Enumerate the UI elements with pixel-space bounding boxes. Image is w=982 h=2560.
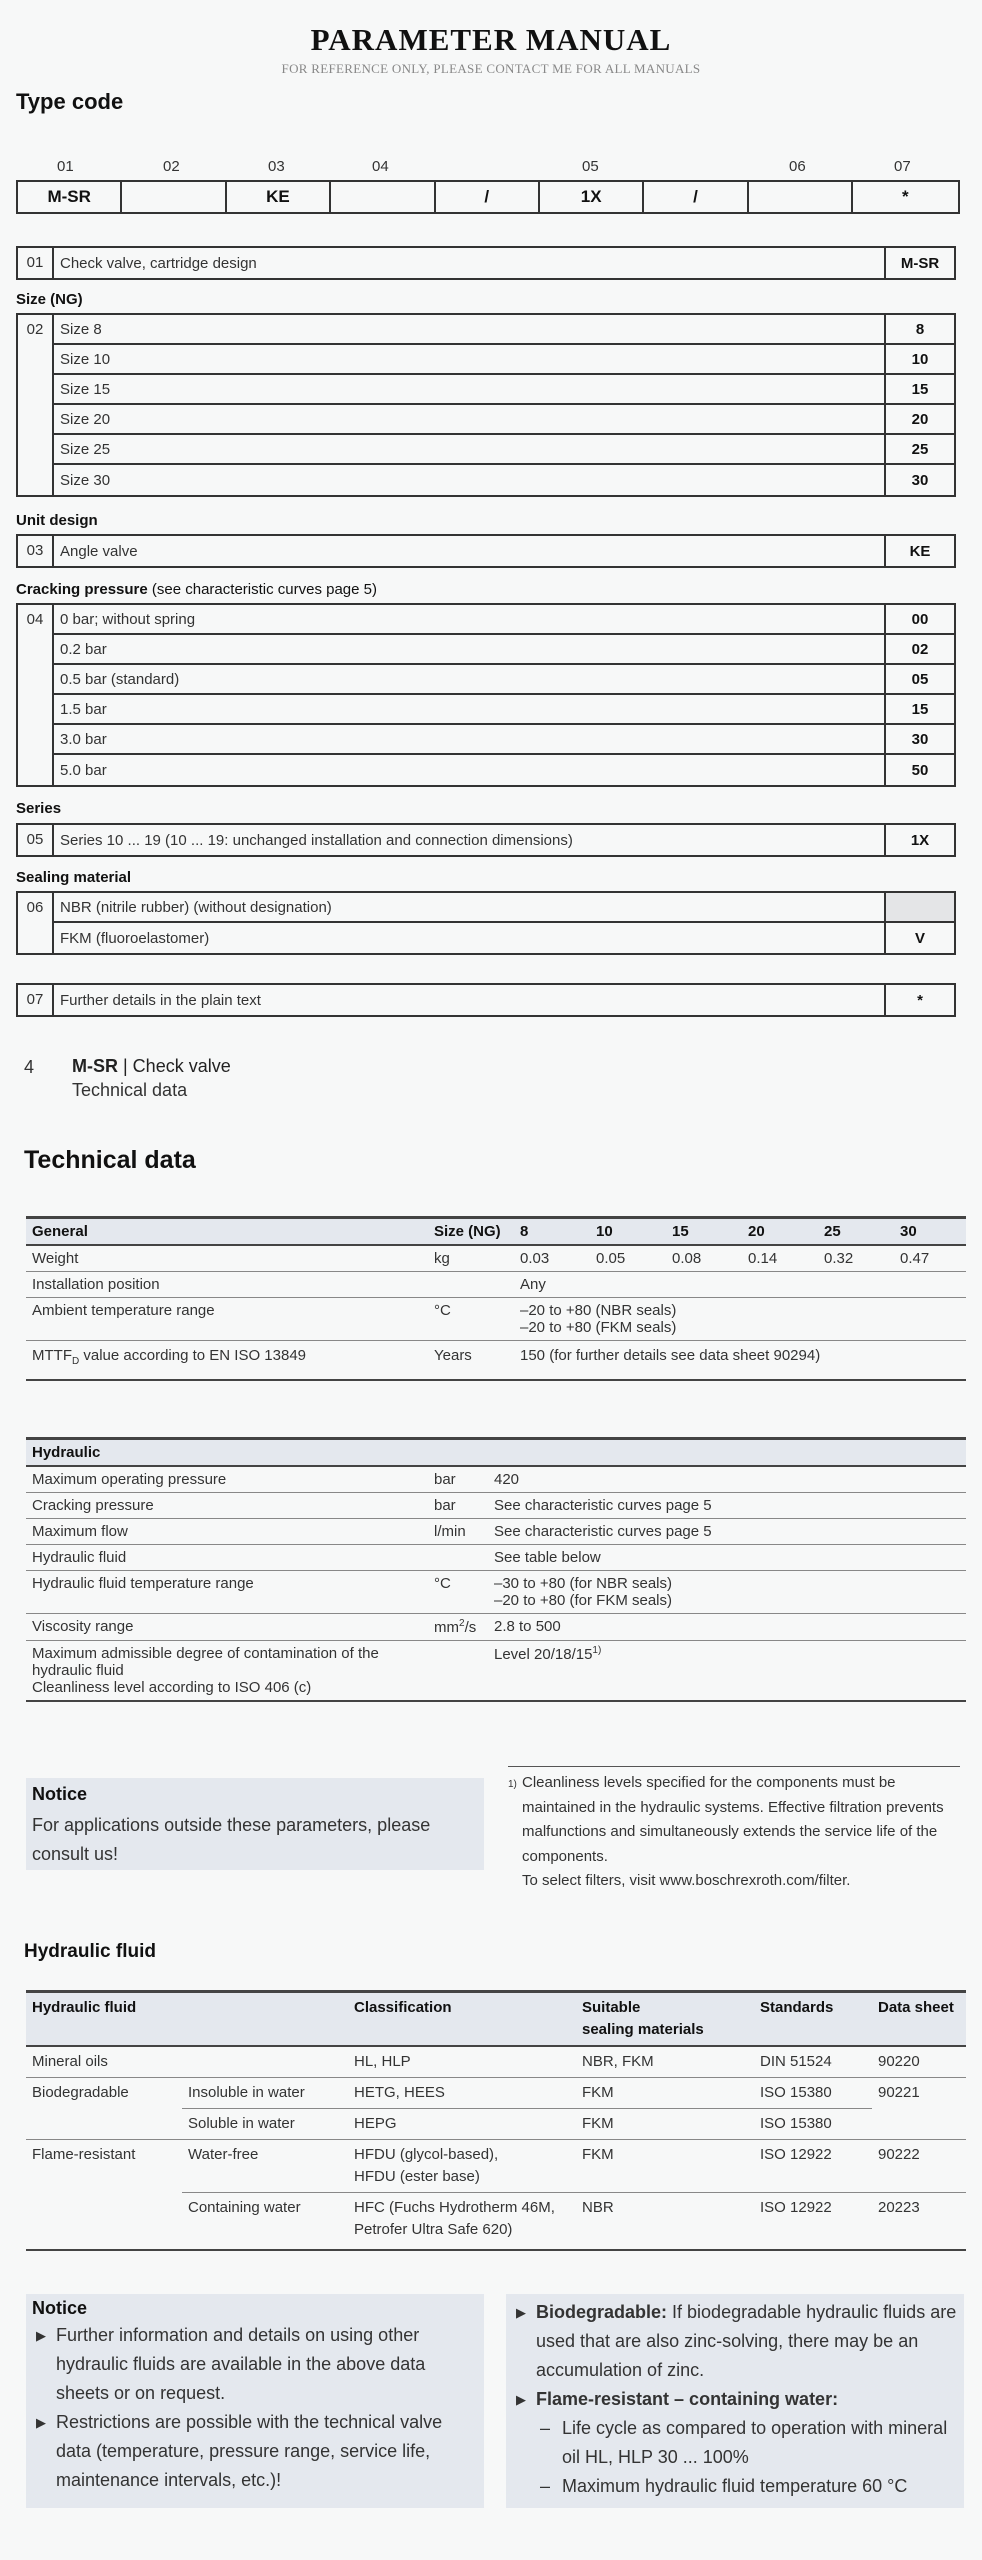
row-value: 2.8 to 500 [488,1614,966,1641]
row-unit: kg [428,1245,514,1272]
row-value [514,1298,966,1341]
unit-text: /s [464,1619,477,1636]
class-line: HFC (Fuchs Hydrotherm 46M, [354,2199,555,2216]
page-section-subtitle: Technical data [72,1080,188,1100]
type-code-cell [122,182,226,212]
footnote [508,1766,960,1894]
option-code: 50 [884,755,954,785]
table-row [26,1641,966,1702]
fluid-seal: NBR, FKM [576,2046,754,2078]
option-code [884,893,954,921]
option-code: M-SR [884,248,954,278]
option-block-sealing-material [16,891,956,955]
table-row [26,1519,966,1545]
row-unit [428,1614,488,1641]
option-description: Size 30 [60,471,111,489]
table-row [26,2078,966,2109]
table-row [26,1272,966,1298]
table-header-row [26,1992,966,2047]
notice-bullet [32,2408,478,2495]
type-code-boxes [16,180,960,214]
dash-glyph: – [540,2418,551,2438]
header-cell: Data sheet [872,1992,966,2047]
cracking-pressure-title: Cracking pressure [16,581,148,598]
option-block-cracking-pressure [16,603,956,787]
option-number: 02 [26,321,44,338]
bullet-title: Biodegradable: [536,2302,668,2322]
row-value: 0.08 [666,1245,742,1272]
option-description: Angle valve [60,542,138,560]
type-code-heading: Type code [16,89,124,114]
dash-glyph: – [540,2476,551,2496]
header-cell [576,1992,754,2047]
option-code: 15 [884,375,954,403]
row-unit: bar [428,1466,488,1493]
row-label [26,1641,428,1702]
option-code: 30 [884,465,954,495]
header-cell: 20 [742,1218,818,1246]
notice-bullet [32,2321,478,2408]
fluid-name: Biodegradable [26,2078,182,2140]
notice-dash-item [512,2472,958,2501]
option-description: 0 bar; without spring [60,610,196,628]
notice-dash-item [512,2414,958,2472]
option-number: 01 [26,254,44,271]
table-row [26,1298,966,1341]
fluid-sheet: 20223 [872,2193,966,2251]
series-label: Series [16,800,62,817]
label-line: Maximum admissible degree of contamination of the hydraulic fluid [32,1645,379,1679]
fluid-standard: ISO 12922 [754,2140,872,2193]
type-code-cell [331,182,435,212]
table-row [26,1341,966,1381]
fluid-standard: ISO 15380 [754,2109,872,2140]
fluid-sub: Soluble in water [182,2109,348,2140]
table-header-row [26,1218,966,1246]
notice-bullet [512,2298,958,2385]
header-cell: Classification [348,1992,576,2047]
notice-box-fluids [26,2294,484,2508]
option-description: Further details in the plain text [60,991,261,1009]
option-block-series [16,823,956,857]
option-code: 25 [884,435,954,463]
option-code: 05 [884,665,954,693]
type-code-cell [749,182,853,212]
option-number: 07 [26,991,44,1008]
type-code-cell: / [644,182,748,212]
row-label [26,1341,428,1381]
row-unit: °C [428,1298,514,1341]
bullet-triangle-icon: ▶ [516,2305,526,2320]
option-description: 1.5 bar [60,700,107,718]
footnote-link: To select filters, visit www.boschrexroth.com/filter. [522,1872,851,1889]
option-description: NBR (nitrile rubber) (without designation) [60,898,332,916]
row-value: 420 [488,1466,966,1493]
page-header-title: PARAMETER MANUAL [310,22,672,57]
row-label: Installation position [26,1272,428,1298]
row-unit [428,1641,488,1702]
bullet-triangle-icon: ▶ [36,2415,46,2430]
footnote-ref: 1) [592,1645,602,1656]
row-value: See characteristic curves page 5 [488,1493,966,1519]
bullet-text: Further information and details on using other hydraulic fluids are available in the above data sheets or on request. [56,2325,426,2403]
header-line: Suitable [582,1999,641,2016]
cracking-pressure-note: (see characteristic curves page 5) [147,581,377,598]
table-row [26,1245,966,1272]
header-cell: 30 [894,1218,966,1246]
table-row [26,2140,966,2193]
option-description: 3.0 bar [60,730,107,748]
hydraulic-fluid-heading: Hydraulic fluid [24,1941,156,1962]
fluid-seal: NBR [576,2193,754,2251]
fluid-standard: ISO 12922 [754,2193,872,2251]
table-row [26,1493,966,1519]
type-code-cell: / [436,182,540,212]
option-description: 0.5 bar (standard) [60,670,180,688]
class-line: Petrofer Ultra Safe 620) [354,2221,513,2238]
option-code: 02 [884,635,954,663]
option-description: Check valve, cartridge design [60,254,257,272]
fluid-class [348,2140,576,2193]
fluid-sub: Water-free [182,2140,348,2193]
option-description: Size 8 [60,320,102,338]
fluid-sub: Containing water [182,2193,348,2251]
header-cell: General [26,1218,428,1246]
row-label: Maximum flow [26,1519,428,1545]
unit-sup: 2 [459,1618,465,1629]
value-text: Level 20/18/15 [494,1646,593,1663]
page-product-title [72,1056,231,1077]
option-number: 06 [26,899,44,916]
fluid-class: HL, HLP [348,2046,576,2078]
row-value: Any [514,1272,966,1298]
option-block-size [16,313,956,497]
type-code-num-05: 05 [582,158,599,175]
value-line: –20 to +80 (for FKM seals) [494,1592,672,1609]
bullet-text: Restrictions are possible with the technical valve data (temperature, pressure range, service life, maintenance intervals, etc.)! [56,2412,443,2490]
label-line: Cleanliness level according to ISO 406 (c) [32,1679,312,1696]
option-description: FKM (fluoroelastomer) [60,929,210,947]
fluid-sheet: 90220 [872,2046,966,2078]
row-unit: Years [428,1341,514,1381]
fluid-seal: FKM [576,2109,754,2140]
table-header-row [26,1439,966,1467]
row-label: Hydraulic fluid temperature range [26,1571,428,1614]
option-description: Size 10 [60,350,111,368]
footnote-mark: 1) [508,1779,517,1790]
header-cell: 15 [666,1218,742,1246]
header-cell: Size (NG) [428,1218,514,1246]
fluid-name: Mineral oils [26,2046,348,2078]
row-value: 0.14 [742,1245,818,1272]
technical-data-heading: Technical data [24,1146,196,1174]
value-line: –20 to +80 (NBR seals) [520,1302,677,1319]
header-cell: 25 [818,1218,894,1246]
product-name: | Check valve [118,1056,231,1076]
bullet-text: If biodegradable hydraulic fluids are used that are also zinc-solving, there may be an accumulation of zinc. [536,2302,957,2380]
type-code-cell: KE [227,182,331,212]
header-line: sealing materials [582,2021,704,2038]
footnote-text: Cleanliness levels specified for the components must be maintained in the hydraulic systems. Effective filtration prevents malfunctions and simultaneously extends the service life of the components. [522,1774,944,1865]
dash-text: Life cycle as compared to operation with mineral oil HL, HLP 30 ... 100% [562,2418,948,2467]
fluid-seal: FKM [576,2140,754,2193]
row-value [488,1571,966,1614]
mttf-label: MTTF [32,1347,72,1364]
product-code: M-SR [72,1056,118,1076]
row-value: 0.05 [590,1245,666,1272]
row-unit [428,1272,514,1298]
value-line: –30 to +80 (for NBR seals) [494,1575,673,1592]
option-code: 15 [884,695,954,723]
page-number: 4 [24,1057,35,1077]
option-code: V [884,923,954,953]
dash-text: Maximum hydraulic fluid temperature 60 °C [562,2476,908,2496]
notice-title: Notice [32,2298,88,2318]
option-code: 20 [884,405,954,433]
option-block-further-details [16,983,956,1017]
bullet-title: Flame-resistant – containing water: [536,2389,839,2409]
unit-design-label: Unit design [16,512,98,529]
bullet-triangle-icon: ▶ [516,2392,526,2407]
mttf-label-rest: value according to EN ISO 13849 [79,1347,307,1364]
option-description: Size 15 [60,380,111,398]
fluid-sub: Insoluble in water [182,2078,348,2109]
class-line: HFDU (ester base) [354,2168,480,2185]
type-code-cell: M-SR [18,182,122,212]
row-label: Cracking pressure [26,1493,428,1519]
table-row [26,1466,966,1493]
type-code-num-07: 07 [894,158,911,175]
type-code-cell: 1X [540,182,644,212]
fluid-sheet: 90221 [872,2078,966,2140]
option-description: 0.2 bar [60,640,107,658]
type-code-num-02: 02 [163,158,180,175]
bullet-triangle-icon: ▶ [36,2328,46,2343]
option-block-unit-design [16,534,956,568]
fluid-class: HETG, HEES [348,2078,576,2109]
type-code-num-03: 03 [268,158,285,175]
row-unit: bar [428,1493,488,1519]
mttf-sub: D [71,1356,80,1367]
row-value: See table below [488,1545,966,1571]
fluid-seal: FKM [576,2078,754,2109]
hydraulic-fluid-table [26,1990,966,2251]
size-label: Size (NG) [16,291,83,308]
row-label: Hydraulic fluid [26,1545,428,1571]
header-cell: Hydraulic fluid [26,1992,348,2047]
row-label: Viscosity range [26,1614,428,1641]
row-value: 0.32 [818,1245,894,1272]
option-number: 05 [26,831,44,848]
row-value: 0.03 [514,1245,590,1272]
type-code-num-01: 01 [57,158,74,175]
fluid-name: Flame-resistant [26,2140,182,2251]
header-cell: 8 [514,1218,590,1246]
row-value: 0.47 [894,1245,966,1272]
option-code: * [884,985,954,1015]
row-label: Ambient temperature range [26,1298,428,1341]
row-label: Maximum operating pressure [26,1466,428,1493]
table-row [26,1614,966,1641]
row-unit: l/min [428,1519,488,1545]
header-cell: Hydraulic [26,1439,966,1467]
option-block-check-valve [16,246,956,280]
option-number: 04 [26,611,44,628]
row-value: See characteristic curves page 5 [488,1519,966,1545]
cracking-pressure-label [16,581,377,598]
type-code-num-06: 06 [789,158,806,175]
fluid-class [348,2193,576,2251]
table-row [26,1571,966,1614]
option-code: 1X [884,825,954,855]
type-code-num-04: 04 [372,158,389,175]
row-value: 150 (for further details see data sheet 90294) [514,1341,966,1381]
fluid-standard: ISO 15380 [754,2078,872,2109]
value-line: –20 to +80 (FKM seals) [520,1319,677,1336]
page-header-subtitle: FOR REFERENCE ONLY, PLEASE CONTACT ME FOR ALL MANUALS [281,61,701,76]
fluid-sheet: 90222 [872,2140,966,2193]
row-unit: °C [428,1571,488,1614]
type-code-cell: * [902,187,909,206]
general-table [26,1216,966,1381]
notice-box-fluid-types [506,2294,964,2508]
notice-box [26,1778,484,1870]
header-cell: 10 [590,1218,666,1246]
option-code: KE [884,536,954,566]
fluid-standard: DIN 51524 [754,2046,872,2078]
table-row [26,1545,966,1571]
option-code: 8 [884,315,954,343]
notice-text: For applications outside these parameters, please consult us! [32,1815,431,1864]
notice-bullet [512,2385,958,2414]
fluid-class: HEPG [348,2109,576,2140]
row-value [488,1641,966,1702]
option-description: 5.0 bar [60,761,107,779]
header-cell: Standards [754,1992,872,2047]
option-code: 00 [884,605,954,633]
row-unit [428,1545,488,1571]
table-row [26,2046,966,2078]
hydraulic-table [26,1437,966,1702]
option-code: 30 [884,725,954,753]
option-description: Size 25 [60,440,111,458]
option-description: Series 10 ... 19 (10 ... 19: unchanged installation and connection dimensions) [60,831,573,849]
class-line: HFDU (glycol-based), [354,2146,499,2163]
notice-title: Notice [32,1784,88,1804]
option-number: 03 [26,542,44,559]
row-label: Weight [26,1245,428,1272]
sealing-material-label: Sealing material [16,869,132,886]
option-code: 10 [884,345,954,373]
option-description: Size 20 [60,410,111,428]
unit-text: mm [434,1619,459,1636]
